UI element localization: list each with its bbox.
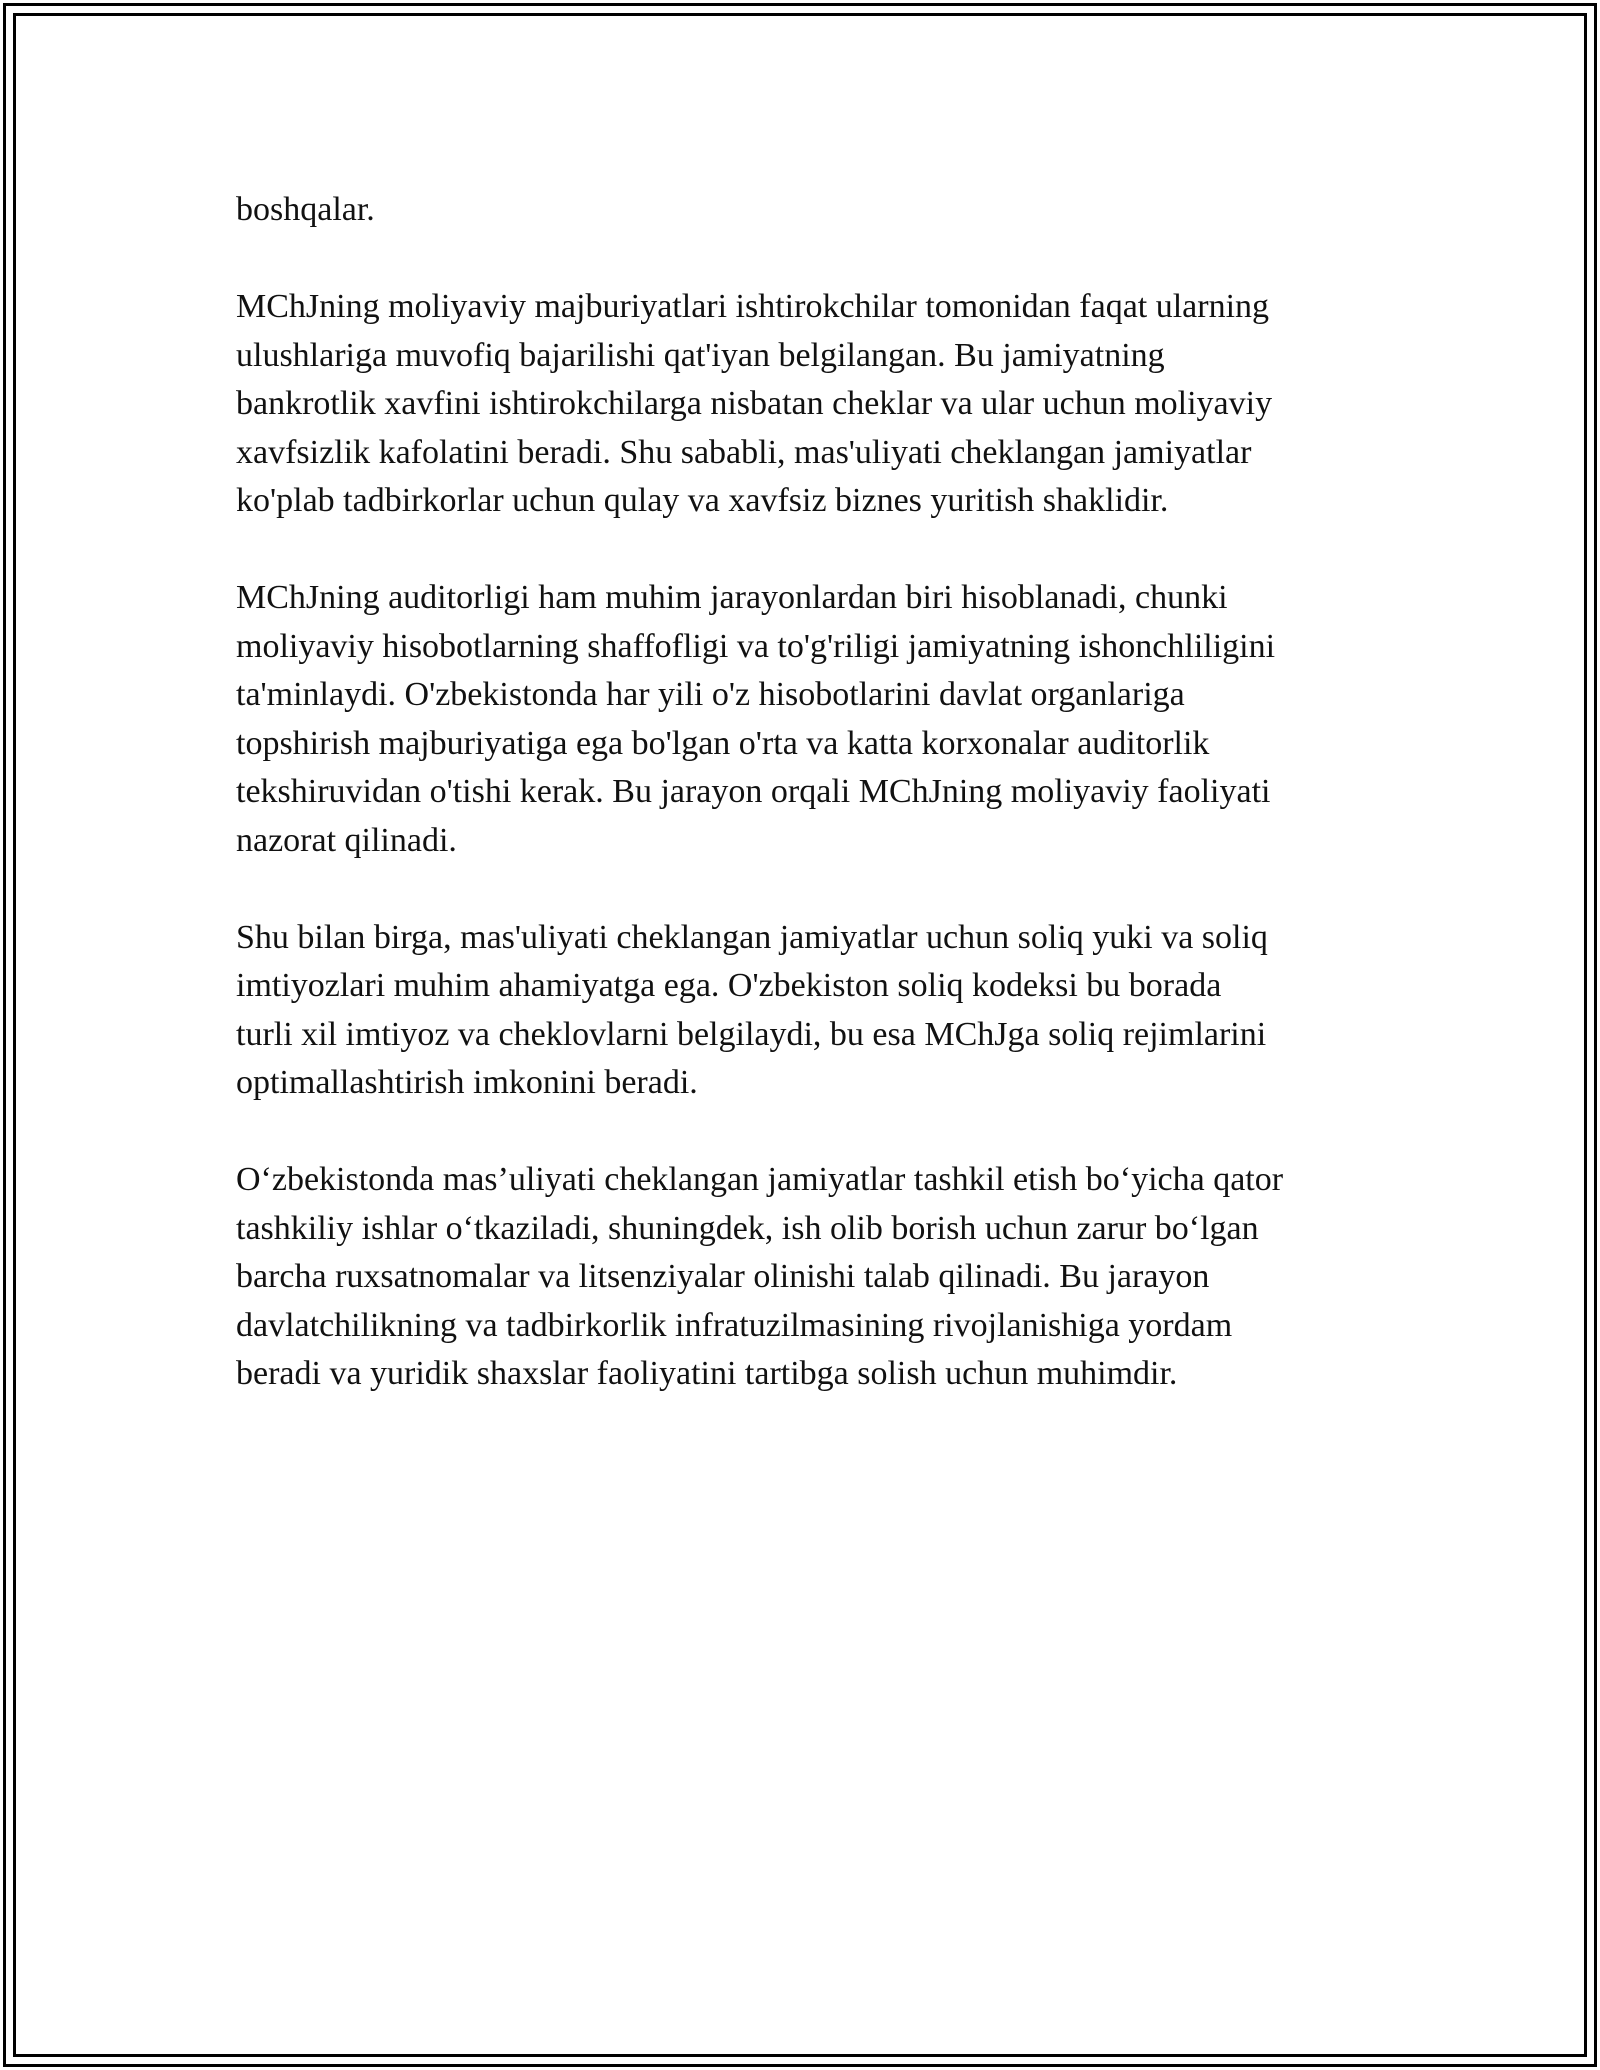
text-line: bankrotlik xavfini ishtirokchilarga nisbatan cheklar va ular uchun moliyaviy bbox=[236, 385, 1273, 422]
paragraph-taxation bbox=[236, 914, 1386, 1108]
paragraph-audit bbox=[236, 574, 1386, 865]
text-line: boshqalar. bbox=[236, 191, 375, 228]
paragraph-continuation bbox=[236, 186, 1386, 235]
text-line: O‘zbekistonda mas’uliyati cheklangan jamiyatlar tashkil etish bo‘yicha qator bbox=[236, 1161, 1284, 1198]
document-body bbox=[236, 186, 1386, 1447]
text-line: davlatchilikning va tadbirkorlik infratuzilmasining rivojlanishiga yordam bbox=[236, 1306, 1233, 1344]
text-line: ko'plab tadbirkorlar uchun qulay va xavfsiz biznes yuritish shaklidir. bbox=[236, 482, 1169, 519]
text-line: topshirish majburiyatiga ega bo'lgan o'rta va katta korxonalar auditorlik bbox=[236, 724, 1210, 762]
text-line: nazorat qilinadi. bbox=[236, 821, 457, 859]
text-line: MChJning moliyaviy majburiyatlari ishtirokchilar tomonidan faqat ularning bbox=[236, 288, 1270, 325]
paragraph-organization bbox=[236, 1156, 1386, 1399]
text-line: tekshiruvidan o'tishi kerak. Bu jarayon orqali MChJning moliyaviy faoliyati bbox=[236, 773, 1271, 810]
text-line: beradi va yuridik shaxslar faoliyatini tartibga solish uchun muhimdir. bbox=[236, 1355, 1178, 1392]
text-line: tashkiliy ishlar o‘tkaziladi, shuningdek, ish olib borish uchun zarur bo‘lgan bbox=[236, 1209, 1259, 1247]
text-line: moliyaviy hisobotlarning shaffofligi va to'g'riligi jamiyatning ishonchliligini bbox=[236, 627, 1276, 665]
text-line: optimallashtirish imkonini beradi. bbox=[236, 1064, 698, 1101]
text-line: turli xil imtiyoz va cheklovlarni belgilaydi, bu esa MChJga soliq rejimlarini bbox=[236, 1015, 1267, 1053]
text-line: imtiyozlari muhim ahamiyatga ega. O'zbekiston soliq kodeksi bu borada bbox=[236, 967, 1222, 1004]
paragraph-financial-obligations bbox=[236, 283, 1386, 526]
text-line: MChJning auditorligi ham muhim jarayonlardan biri hisoblanadi, chunki bbox=[236, 579, 1228, 616]
text-line: barcha ruxsatnomalar va litsenziyalar olinishi talab qilinadi. Bu jarayon bbox=[236, 1258, 1210, 1295]
text-line: Shu bilan birga, mas'uliyati cheklangan jamiyatlar uchun soliq yuki va soliq bbox=[236, 918, 1268, 956]
text-line: xavfsizlik kafolatini beradi. Shu sababli, mas'uliyati cheklangan jamiyatlar bbox=[236, 433, 1252, 471]
text-line: ulushlariga muvofiq bajarilishi qat'iyan belgilangan. Bu jamiyatning bbox=[236, 336, 1165, 374]
text-line: ta'minlaydi. O'zbekistonda har yili o'z hisobotlarini davlat organlariga bbox=[236, 676, 1185, 713]
